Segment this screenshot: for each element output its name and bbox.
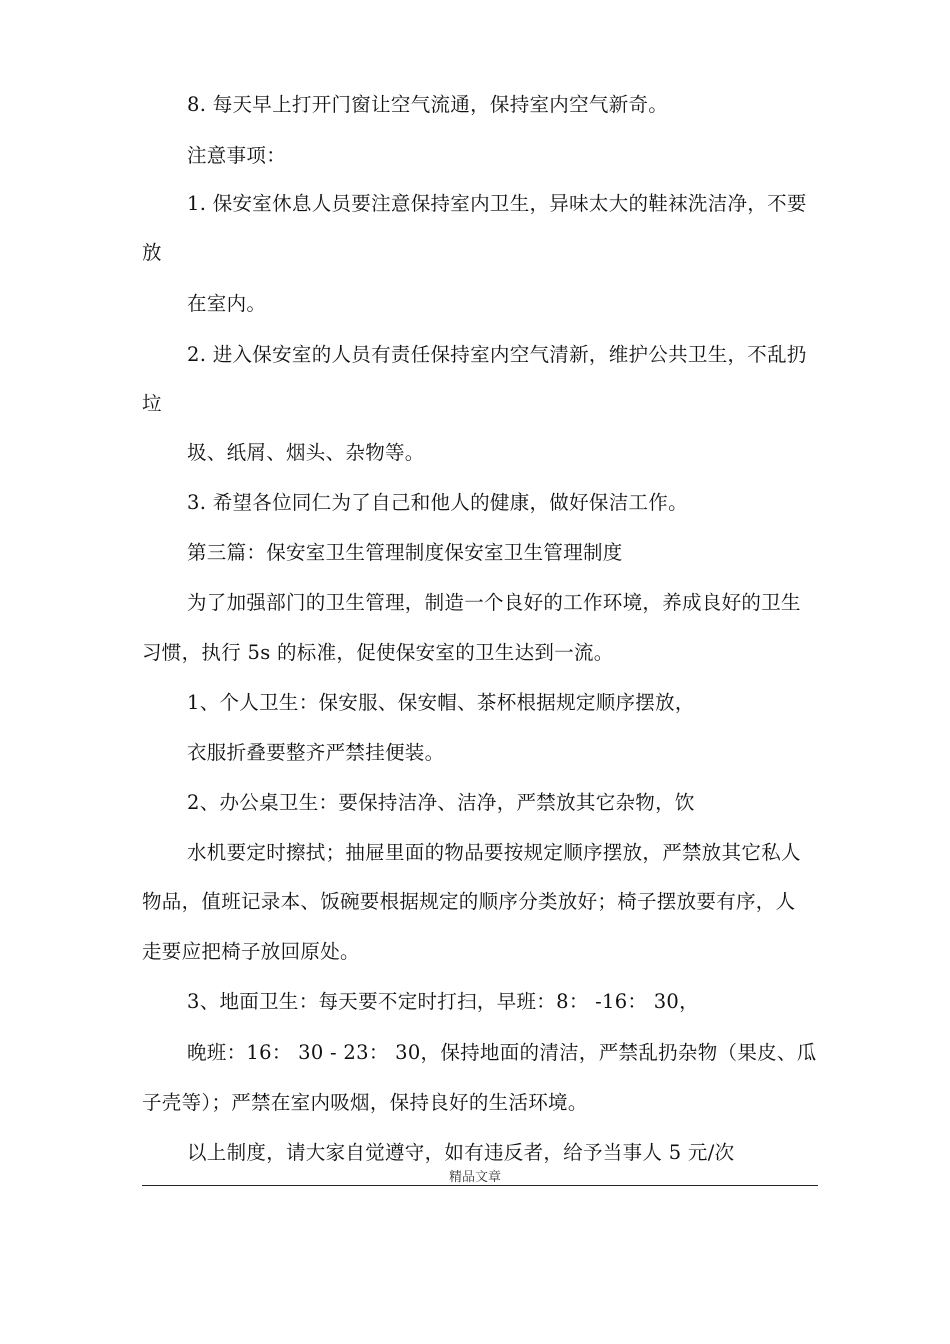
text-line: 习惯，执行 5s 的标准，促使保安室的卫生达到一流。 <box>142 641 614 664</box>
text-line: 为了加强部门的卫生管理，制造一个良好的工作环境，养成良好的卫生 <box>187 591 801 614</box>
text-line: 2、办公桌卫生：要保持洁净、洁净，严禁放其它杂物，饮 <box>187 791 695 814</box>
text-line: 在室内。 <box>187 292 267 315</box>
text-line: 放 <box>142 241 162 264</box>
text-line: 3. 希望各位同仁为了自己和他人的健康，做好保洁工作。 <box>187 491 688 514</box>
text-line: 1. 保安室休息人员要注意保持室内卫生，异味太大的鞋袜洗洁净，不要 <box>187 192 807 215</box>
text-line: 3、地面卫生：每天要不定时打扫，早班：8： -16： 30， <box>187 990 699 1013</box>
text-line: 水机要定时擦拭；抽屉里面的物品要按规定顺序摆放，严禁放其它私人 <box>187 841 801 864</box>
page-footer: 精品文章 <box>448 1170 501 1185</box>
text-line: 8. 每天早上打开门窗让空气流通，保持室内空气新奇。 <box>187 93 669 116</box>
text-line: 走要应把椅子放回原处。 <box>142 940 360 963</box>
text-line: 以上制度，请大家自觉遵守，如有违反者，给予当事人 5 元/次 <box>187 1141 735 1164</box>
text-line: 垃 <box>142 392 162 415</box>
text-line: 第三篇：保安室卫生管理制度保安室卫生管理制度 <box>187 541 623 564</box>
text-line: 衣服折叠要整齐严禁挂便装。 <box>187 741 445 764</box>
footer-divider <box>142 1185 818 1186</box>
text-line: 子壳等）；严禁在室内吸烟，保持良好的生活环境。 <box>142 1091 588 1114</box>
text-line: 物品，值班记录本、饭碗要根据规定的顺序分类放好；椅子摆放要有序，人 <box>142 890 796 913</box>
text-line: 晚班：16： 30 - 23： 30，保持地面的清洁，严禁乱扔杂物（果皮、瓜 <box>187 1041 817 1064</box>
text-line: 2. 进入保安室的人员有责任保持室内空气清新，维护公共卫生，不乱扔 <box>187 343 807 366</box>
text-line: 注意事项： <box>187 144 287 167</box>
text-line: 圾、纸屑、烟头、杂物等。 <box>187 441 425 464</box>
text-line: 1、个人卫生：保安服、保安帽、茶杯根据规定顺序摆放， <box>187 691 695 714</box>
